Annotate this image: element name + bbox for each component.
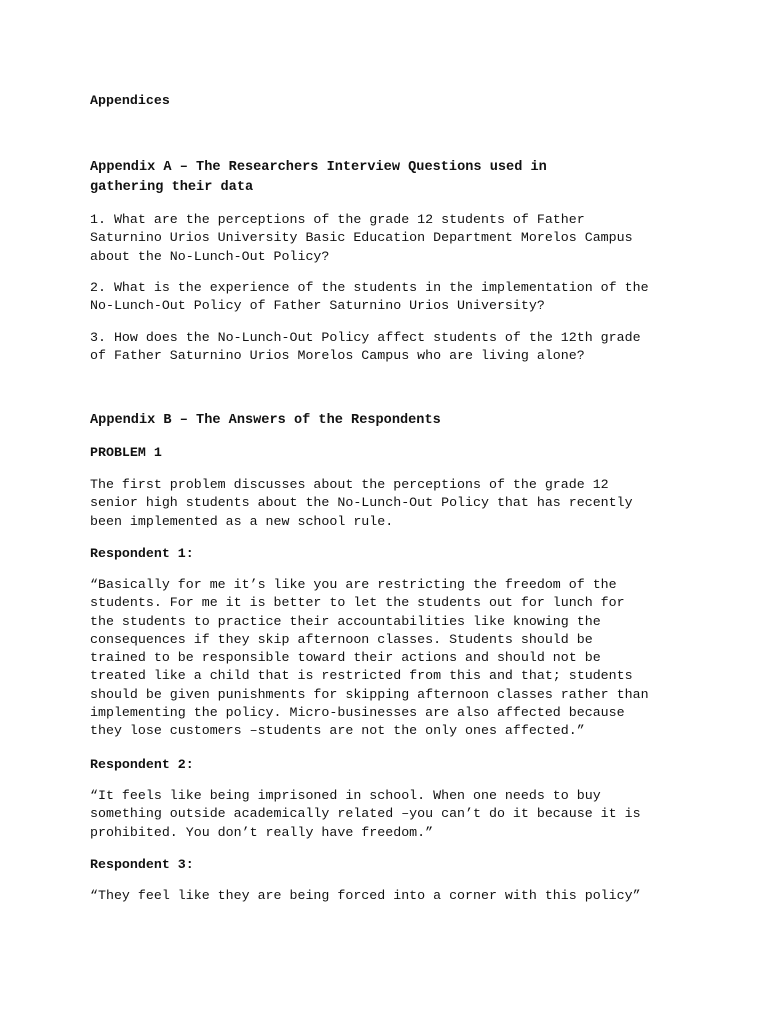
text-line: “They feel like they are being forced into a corner with this policy” <box>90 888 641 903</box>
respondent-1-label: Respondent 1: <box>90 546 194 561</box>
text-line: “It feels like being imprisoned in school. When one needs to buy <box>90 788 601 803</box>
question-1 <box>90 211 690 266</box>
appendix-a-heading-line: gathering their data <box>90 180 254 195</box>
text-line: Saturnino Urios University Basic Education Department Morelos Campus <box>90 230 633 246</box>
appendix-a-heading-line: Appendix A – The Researchers Interview Questions used in <box>90 160 547 175</box>
text-line: treated like a child that is restricted from this and that; students <box>90 668 633 684</box>
problem-label: PROBLEM 1 <box>90 445 162 460</box>
text-line: 2. What is the experience of the students in the implementation of the <box>90 280 649 295</box>
text-line: 3. How does the No-Lunch-Out Policy affect students of the 12th grade <box>90 330 641 345</box>
question-3 <box>90 329 690 366</box>
text-line: they lose customers –students are not the only ones affected.” <box>90 723 585 739</box>
text-line: senior high students about the No-Lunch-Out Policy that has recently <box>90 495 633 511</box>
text-line: The first problem discusses about the perceptions of the grade 12 <box>90 477 609 492</box>
text-line: something outside academically related –you can’t do it because it is <box>90 806 641 822</box>
text-line: students. For me it is better to let the students out for lunch for <box>90 595 625 611</box>
respondent-2-answer <box>90 787 690 842</box>
text-line: consequences if they skip afternoon classes. Students should be <box>90 631 593 647</box>
text-line: No-Lunch-Out Policy of Father Saturnino Urios University? <box>90 298 545 314</box>
text-line: “Basically for me it’s like you are restricting the freedom of the <box>90 577 617 592</box>
text-line: should be given punishments for skipping afternoon classes rather than <box>90 686 649 702</box>
text-line: trained to be responsible toward their actions and should not be <box>90 650 601 666</box>
appendix-a-heading <box>90 158 690 198</box>
respondent-3-label: Respondent 3: <box>90 857 194 872</box>
text-line: about the No-Lunch-Out Policy? <box>90 248 330 264</box>
text-line: of Father Saturnino Urios Morelos Campus who are living alone? <box>90 348 585 364</box>
respondent-1-answer <box>90 576 690 741</box>
text-line: the students to practice their accountabilities like knowing the <box>90 613 601 629</box>
respondent-3-answer <box>90 887 690 905</box>
question-2 <box>90 279 690 316</box>
text-line: implementing the policy. Micro-businesses are also affected because <box>90 705 625 721</box>
text-line: 1. What are the perceptions of the grade 12 students of Father <box>90 212 585 227</box>
text-line: been implemented as a new school rule. <box>90 513 394 529</box>
respondent-2-label: Respondent 2: <box>90 757 194 772</box>
document-title: Appendices <box>90 93 170 108</box>
problem-description <box>90 476 690 531</box>
appendix-b-heading: Appendix B – The Answers of the Respondents <box>90 413 441 428</box>
text-line: prohibited. You don’t really have freedom.” <box>90 824 434 840</box>
